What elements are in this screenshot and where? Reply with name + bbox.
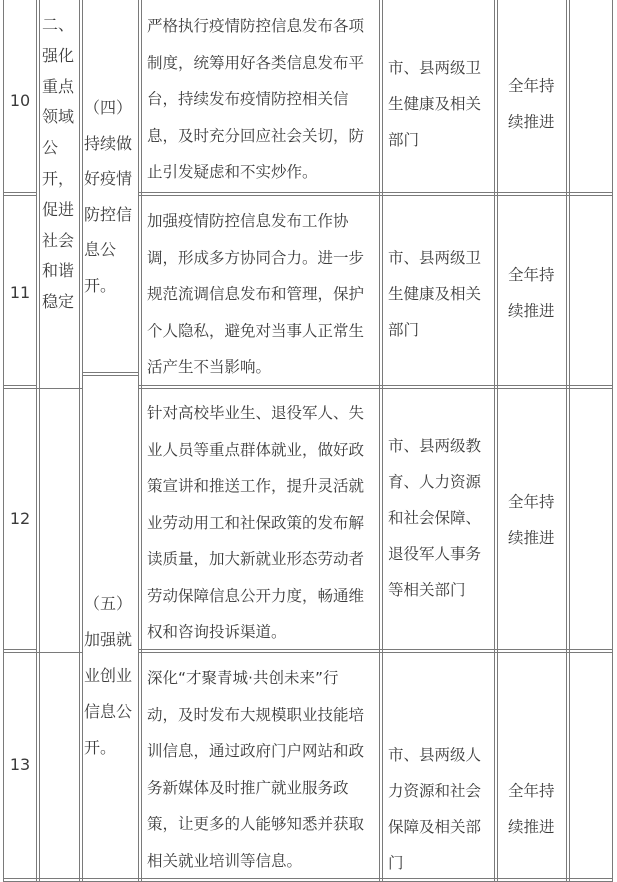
row-timeline: 全年持 续推进 (508, 77, 555, 131)
row-number: 12 (9, 509, 31, 528)
subcategory-5-text: （五） 加强就 业创业 信息公 开。 (84, 594, 133, 757)
row-number: 11 (9, 283, 31, 302)
row-department: 市、县两级卫 生健康及相关 部门 (388, 249, 482, 339)
row-timeline: 全年持 续推进 (508, 782, 555, 836)
row-department: 市、县两级教 育、人力资源 和社会保障、 退役军人事务 等相关部门 (388, 437, 482, 599)
row-content: 严格执行疫情防控信息发布各项 制度，统筹用好各类信息发布平 台，持续发布疫情防控相关信 息，及时充分回应社会关切，防 止引发疑虑和不实炒作。 (147, 17, 365, 181)
row-content: 深化“才聚青城·共创未来”行 动，及时发布大规模职业技能培 训信息，通过政府门户网站和政 务新媒体及时推广就业服务政 策，让更多的人能够知悉并获取 相关就业培训等信息。 (147, 669, 365, 870)
subcategory-4-text: （四） 持续做 好疫情 防控信 息公 开。 (84, 98, 133, 295)
row-timeline: 全年持 续推进 (508, 266, 555, 320)
row-content: 针对高校毕业生、退役军人、失 业人员等重点群体就业，做好政 策宣讲和推送工作，提升灵活就 业劳动用工和社保政策的发布解 读质量，加大新就业形态劳动者 劳动保障信息公开力度，畅通维 权和咨询投诉渠道。 (147, 404, 365, 641)
row-number: 13 (9, 755, 31, 774)
category-text: 二、 强化 重点 领域 公 开， 促进 社会 和谐 稳定 (42, 15, 75, 312)
row-timeline: 全年持 续推进 (508, 493, 555, 547)
row-content: 加强疫情防控信息发布工作协 调，形成多方协同合力。进一步 规范流调信息发布和管理，保护 个人隐私，避免对当事人正常生 活产生不当影响。 (147, 212, 365, 376)
row-department: 市、县两级卫 生健康及相关 部门 (388, 59, 482, 149)
row-number: 10 (9, 91, 31, 110)
row-department: 市、县两级人 力资源和社会 保障及相关部 门 (388, 746, 482, 872)
